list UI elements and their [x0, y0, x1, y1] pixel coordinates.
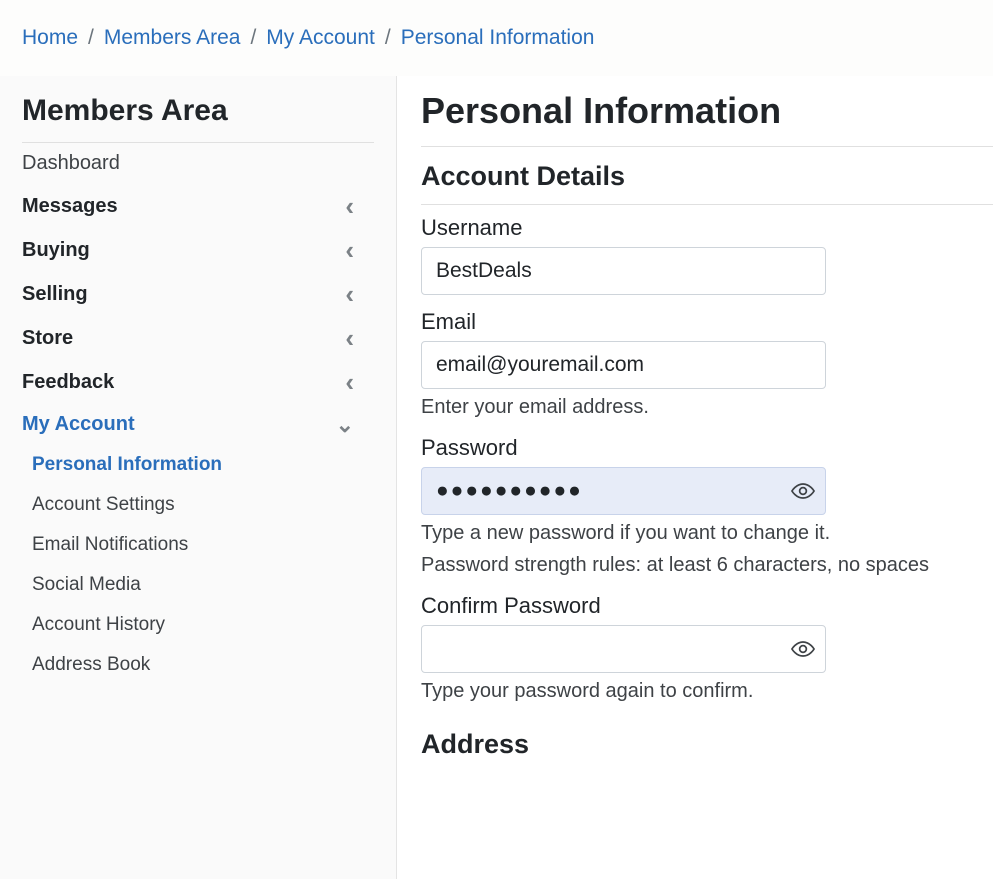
breadcrumb-link-personal-information[interactable]: Personal Information [400, 26, 595, 49]
sidebar-item-account-history[interactable]: Account History [32, 614, 166, 635]
field-email [421, 309, 993, 421]
breadcrumb-separator: / [384, 26, 391, 49]
sidebar-nav [0, 143, 396, 445]
field-confirm-password [421, 593, 993, 705]
field-username [421, 215, 993, 295]
sidebar-item-label: Messages [22, 194, 118, 217]
chevron-right-icon [345, 193, 354, 219]
sidebar-item-label: My Account [22, 413, 135, 435]
email-help-text: Enter your email address. [421, 396, 649, 418]
show-password-eye-icon[interactable] [790, 478, 816, 504]
sidebar-item-personal-information[interactable]: Personal Information [32, 454, 223, 475]
breadcrumb-separator: / [88, 26, 94, 49]
chevron-right-icon [345, 325, 354, 351]
sidebar-item-label: Dashboard [22, 152, 120, 174]
password-input[interactable] [421, 467, 826, 515]
page-layout [0, 76, 993, 879]
breadcrumb [0, 0, 993, 76]
sidebar-subnav-my-account [0, 445, 396, 685]
confirm-password-input-wrap [421, 625, 826, 673]
sidebar-item-address-book[interactable]: Address Book [32, 654, 151, 675]
show-confirm-password-eye-icon[interactable] [790, 636, 816, 662]
chevron-right-icon [345, 237, 354, 263]
password-help-text-1: Type a new password if you want to change it. [421, 522, 831, 544]
sidebar-item-feedback[interactable] [0, 360, 396, 404]
password-input-wrap [421, 467, 826, 515]
section-title-account-details: Account Details [421, 161, 993, 205]
sidebar-title: Members Area [22, 76, 374, 143]
section-title-address: Address [421, 729, 530, 759]
confirm-password-help-text: Type your password again to confirm. [421, 680, 754, 702]
chevron-right-icon [345, 369, 354, 395]
password-label: Password [421, 435, 518, 460]
breadcrumb-separator: / [250, 26, 257, 49]
chevron-right-icon [345, 281, 354, 307]
field-password [421, 435, 993, 579]
sidebar-item-label: Buying [22, 238, 90, 261]
email-input-wrap [421, 341, 826, 389]
username-input-wrap [421, 247, 826, 295]
main-content [397, 76, 993, 879]
breadcrumb-link-my-account[interactable]: My Account [266, 26, 375, 49]
breadcrumb-link-home[interactable]: Home [22, 26, 79, 49]
sidebar-item-label: Store [22, 326, 74, 349]
page-title: Personal Information [421, 90, 993, 147]
username-label: Username [421, 215, 523, 240]
email-label: Email [421, 309, 477, 334]
confirm-password-label: Confirm Password [421, 593, 601, 618]
sidebar-item-email-notifications[interactable]: Email Notifications [32, 534, 189, 555]
sidebar-item-social-media[interactable]: Social Media [32, 574, 141, 595]
sidebar-item-messages[interactable] [0, 184, 396, 228]
password-help-text-2: Password strength rules: at least 6 characters, no spaces [421, 554, 930, 576]
breadcrumb-link-members-area[interactable]: Members Area [103, 26, 241, 49]
sidebar-item-selling[interactable] [0, 272, 396, 316]
sidebar-item-dashboard[interactable] [0, 143, 396, 184]
username-input[interactable] [421, 247, 826, 295]
sidebar-item-label: Selling [22, 282, 88, 305]
sidebar-item-label: Feedback [22, 370, 115, 393]
chevron-down-icon [336, 414, 354, 436]
confirm-password-input[interactable] [421, 625, 826, 673]
sidebar-item-store[interactable] [0, 316, 396, 360]
sidebar-item-buying[interactable] [0, 228, 396, 272]
sidebar [0, 76, 397, 879]
sidebar-item-account-settings[interactable]: Account Settings [32, 494, 175, 515]
sidebar-item-my-account[interactable] [0, 404, 396, 445]
email-input[interactable] [421, 341, 826, 389]
